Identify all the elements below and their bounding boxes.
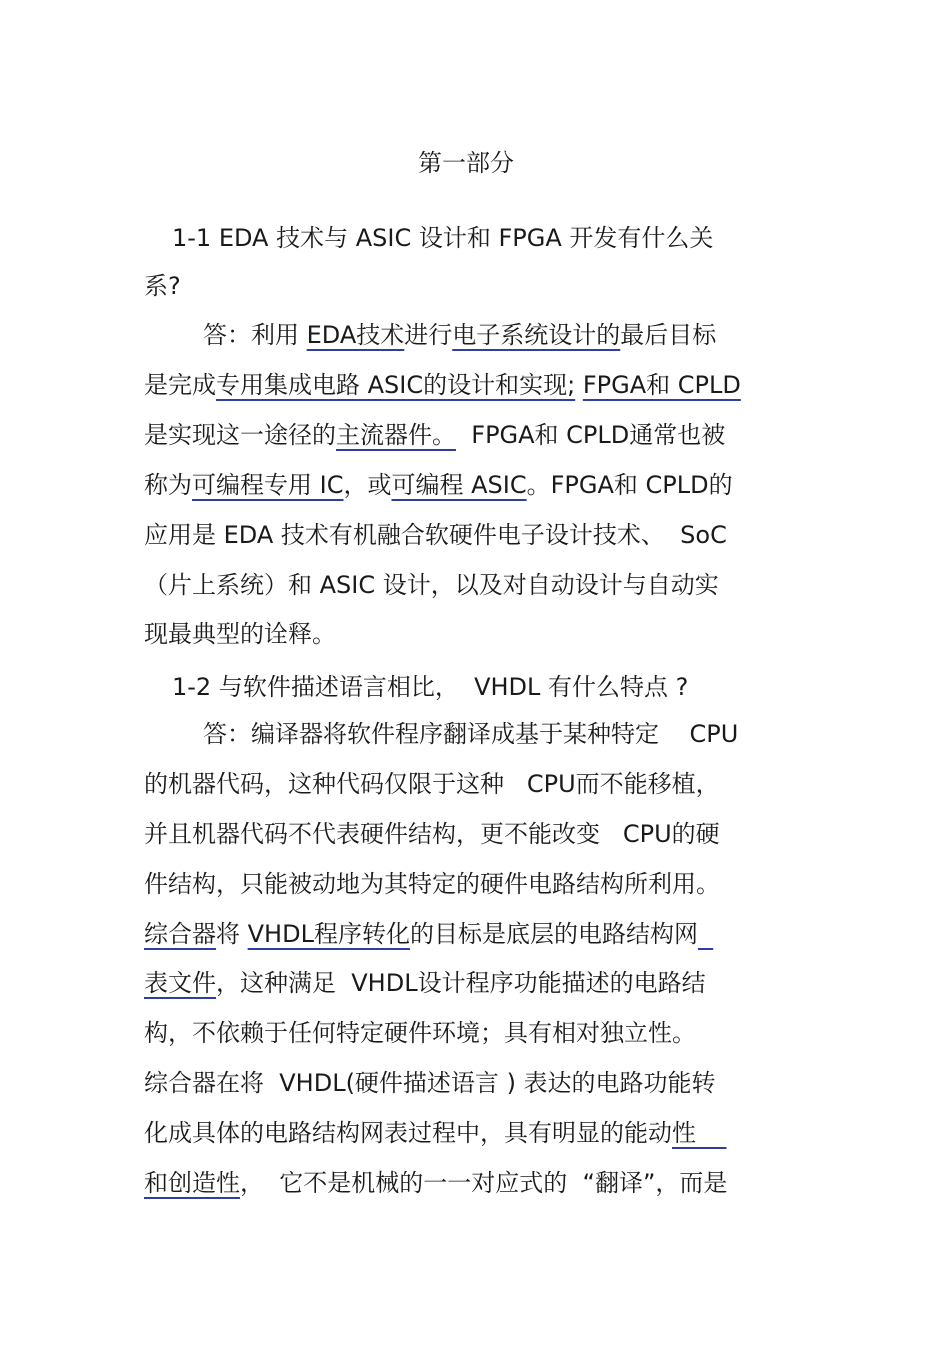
text-span: 。FPGA和 CPLD的 — [526, 471, 733, 499]
underlined-term: EDA技术 — [306, 321, 405, 349]
page-title: 第一部分 — [418, 149, 514, 177]
text-span: FPGA和 CPLD通常也被 — [456, 421, 726, 449]
question-1-line-2: 系? — [144, 272, 181, 300]
text-span: 称为 — [144, 471, 192, 499]
answer-2-line-4: 件结构，只能被动地为其特定的硬件电路结构所利用。 — [144, 870, 720, 898]
underlined-term: FPGA和 CPLD — [582, 371, 741, 399]
answer-2-line-2: 的机器代码，这种代码仅限于这种 CPU而不能移植， — [144, 770, 720, 798]
underlined-term: 综合器 — [144, 920, 216, 948]
underlined-term — [698, 920, 713, 948]
underlined-term: 主流器件。 — [336, 421, 456, 449]
text-span: 最后目标 — [620, 321, 717, 349]
underlined-term: 可编程专用 IC — [192, 471, 344, 499]
text-span: ，这种满足 VHDL设计程序功能描述的电路结 — [216, 969, 706, 997]
answer-1-line-2 — [144, 370, 741, 400]
text-span: ， 它不是机械的一一对应式的 “翻译”，而是 — [240, 1169, 728, 1197]
text-span: 是实现这一途径的 — [144, 421, 336, 449]
text-span: 将 — [216, 920, 248, 948]
answer-1-line-1 — [203, 320, 716, 350]
text-span: ，或 — [343, 471, 392, 499]
underlined-term: 和创造性 — [144, 1169, 240, 1197]
answer-1-line-3 — [144, 420, 725, 450]
answer-2-line-7: 构，不依赖于任何特定硬件环境；具有相对独立性。 — [144, 1019, 696, 1047]
answer-2-line-6 — [144, 968, 706, 998]
underlined-term: VHDL程序转化 — [247, 920, 410, 948]
underlined-term: 电子系统设计的 — [452, 321, 621, 349]
answer-1-line-5: 应用是 EDA 技术有机融合软硬件电子设计技术、 SoC — [144, 521, 727, 549]
question-2: 1-2 与软件描述语言相比， VHDL 有什么特点 ? — [172, 673, 689, 701]
underlined-term: 性 — [672, 1119, 727, 1147]
answer-1-line-4 — [144, 470, 733, 500]
answer-2-line-8: 综合器在将 VHDL(硬件描述语言 ) 表达的电路功能转 — [144, 1069, 716, 1097]
question-1-line-1: 1-1 EDA 技术与 ASIC 设计和 FPGA 开发有什么关 — [172, 224, 714, 252]
text-span: 答：利用 — [203, 321, 307, 349]
answer-2-line-3: 并且机器代码不代表硬件结构，更不能改变 CPU的硬 — [144, 820, 720, 848]
answer-1-line-6: （片上系统）和 ASIC 设计，以及对自动设计与自动实 — [144, 571, 719, 599]
answer-2-line-10 — [144, 1168, 727, 1198]
text-span: 是完成 — [144, 371, 216, 399]
answer-1-line-7: 现最典型的诠释。 — [144, 620, 336, 648]
text-span — [575, 371, 583, 399]
text-span: 的目标是底层的电路结构网 — [409, 920, 698, 948]
answer-2-line-1: 答：编译器将软件程序翻译成基于某种特定 CPU — [203, 720, 739, 748]
answer-2-line-5 — [144, 919, 713, 949]
text-span: 进行 — [404, 321, 453, 349]
answer-2-line-9 — [144, 1118, 727, 1148]
underlined-term: 可编程 ASIC — [391, 471, 527, 499]
underlined-term: 表文件 — [144, 969, 216, 997]
text-span: 化成具体的电路结构网表过程中，具有明显的能动 — [144, 1119, 672, 1147]
underlined-term: 专用集成电路 ASIC的设计和实现; — [216, 371, 576, 399]
